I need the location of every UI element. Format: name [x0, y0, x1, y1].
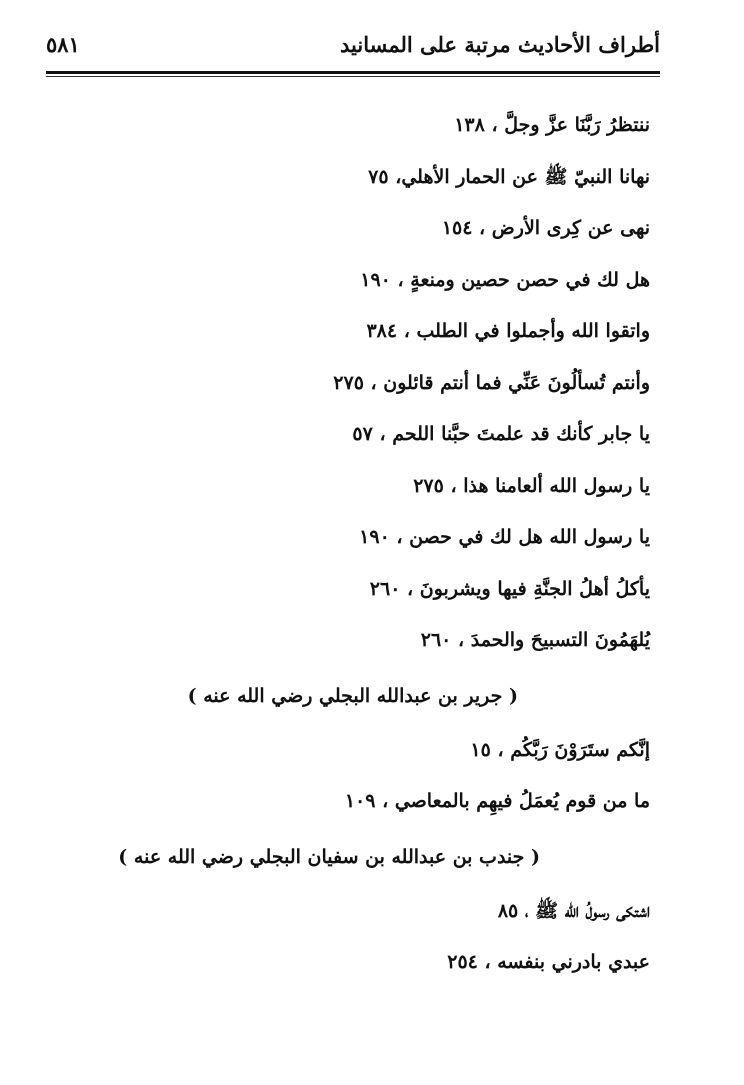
hadith-entry: عبدي بادرني بنفسه ، ٢٥٤ — [447, 951, 650, 973]
section-heading-jarir: ( جرير بن عبدالله البجلي رضي الله عنه ) — [187, 684, 518, 707]
hadith-entry: واتقوا الله وأجملوا في الطلب ، ٣٨٤ — [366, 320, 650, 342]
hadith-entry: يُلهَمُونَ التسبيحَ والحمدَ ، ٢٦٠ — [420, 629, 650, 651]
hadith-entry: إنَّكم ستَرَوْنَ رَبَّكُم ، ١٥ — [470, 738, 650, 761]
section-heading-jundub: ( جندب بن عبدالله بن سفيان البجلي رضي الله عنه ) — [118, 845, 540, 868]
header-rule-thin — [46, 76, 660, 77]
hadith-entry: نهى عن كِرى الأرض ، ١٥٤ — [441, 217, 650, 239]
hadith-entry: يأكلُ أهلُ الجنَّةِ فيها ويشربونَ ، ٢٦٠ — [369, 577, 650, 600]
hadith-entry: يا جابر كأنك قد علمتَ حبَّنا اللحم ، ٥٧ — [352, 423, 650, 445]
hadith-index-list — [50, 100, 650, 989]
hadith-entry: هل لك في حصن حصين ومنعةٍ ، ١٩٠ — [360, 268, 650, 291]
hadith-entry: يا رسول الله ألعامنا هذا ، ٢٧٥ — [413, 474, 650, 497]
page-number: ٥٨١ — [46, 32, 80, 57]
header-rule — [46, 71, 660, 74]
hadith-entry: وأنتم تُسألُونَ عَنِّي فما أنتم قائلون ، ٢٧٥ — [333, 371, 650, 394]
hadith-entry: اشتكى رسولُ الله ﷺ ، ٨٥ — [497, 899, 650, 922]
hadith-entry: نهانا النبيّ ﷺ عن الحمار الأهلي، ٧٥ — [368, 165, 650, 188]
hadith-entry: ننتظرُ رَبَّنَا عزَّ وجلَّ ، ١٣٨ — [454, 114, 650, 136]
hadith-entry: ما من قوم يُعمَلُ فيهِم بالمعاصي ، ١٠٩ — [344, 790, 650, 812]
hadith-entry: يا رسول الله هل لك في حصن ، ١٩٠ — [359, 526, 650, 548]
page-header — [46, 28, 660, 72]
running-title: أطراف الأحاديث مرتبة على المسانيد — [340, 32, 660, 57]
